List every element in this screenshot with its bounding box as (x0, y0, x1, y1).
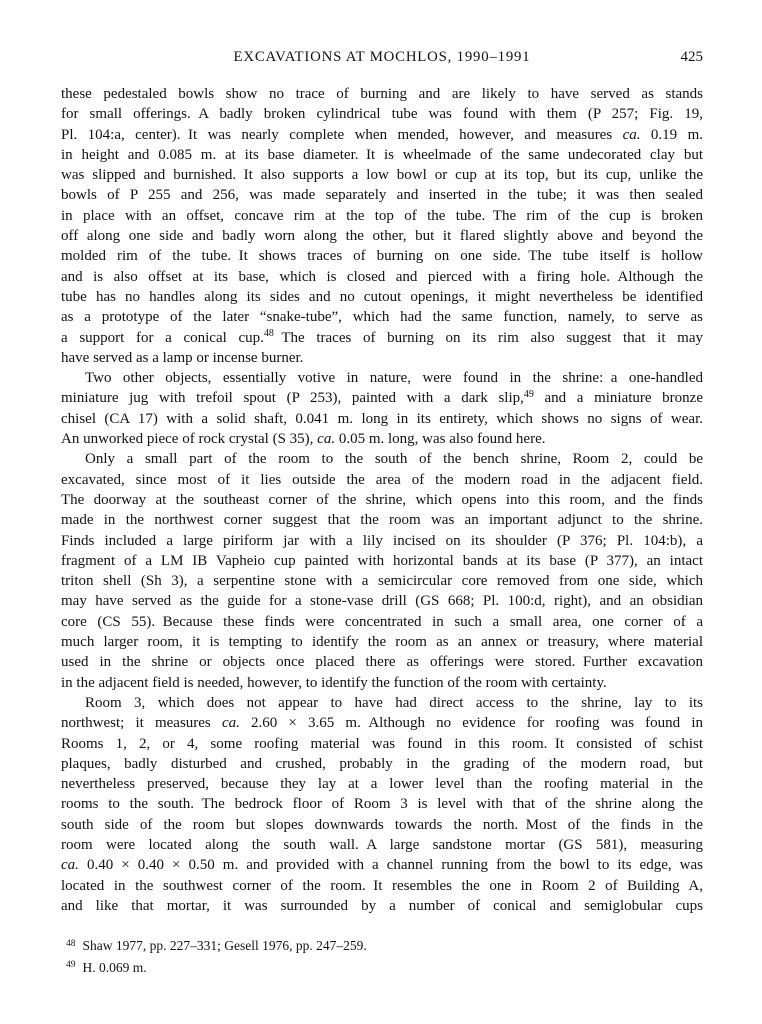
text-line: used in the shrine or objects once placed there as offerings were stored. Further excavation (61, 654, 703, 671)
paragraph (61, 693, 703, 916)
text-line: room were located along the south wall. A large sandstone mortar (GS 581), measuring (61, 836, 703, 853)
italic-text: ca. (61, 857, 79, 874)
text-line: tube has no handles along its sides and no cutout openings, it might nevertheless be identified (61, 288, 703, 305)
text-line: Only a small part of the room to the south of the bench shrine, Room 2, could be (85, 451, 703, 468)
text-line: excavated, since most of it lies outside the area of the modern road in the adjacent field. (61, 471, 703, 488)
text-line: and is also offset at its base, which is closed and pierced with a firing hole. Although the (61, 268, 703, 285)
text-line: a support for a conical cup.$^{48}$ The traces of burning on its rim also suggest that it may (61, 328, 703, 346)
text-line: was slipped and burnished. It also supports a low bowl or cup at its top, but its cup, unlike the (61, 167, 703, 184)
footnotes (61, 935, 703, 978)
text-line: Finds included a large piriform jar with a lily incised on its shoulder (P 376; Pl. 104:b), a (61, 532, 703, 549)
footnote-marker: 49 (66, 960, 76, 971)
paragraph (61, 449, 703, 693)
text-block (61, 84, 703, 916)
footnote-reference: 49 (523, 388, 534, 400)
text-line: off along one side and badly worn along the other, but it flared slightly above and beyond the (61, 228, 703, 245)
text-line: may have served as the guide for a stone-vase drill (GS 668; Pl. 100:d, right), and an obsidian (61, 593, 703, 610)
footnote-marker: 48 (66, 938, 76, 949)
running-title: EXCAVATIONS AT MOCHLOS, 1990–1991 (233, 49, 531, 65)
text-line: have served as a lamp or incense burner. (61, 349, 304, 366)
text-line: bowls of P 255 and 256, was made separately and inserted in the tube; it was then sealed (61, 187, 703, 204)
text-line: fragment of a LM IB Vapheio cup painted with horizontal bands at its base (P 377), an intact (61, 552, 703, 569)
text-line: for small offerings. A badly broken cylindrical tube was found with them (P 257; Fig. 19, (61, 106, 703, 123)
text-line: triton shell (Sh 3), a serpentine stone with a semicircular core removed from one side, which (61, 573, 703, 590)
text-line: Pl. 104:a, center). It was nearly complete when mended, however, and measures ca. 0.19 m. (61, 126, 703, 143)
text-line: nevertheless preserved, because they lay at a lower level than the roofing material in the (61, 776, 703, 793)
text-line: An unworked piece of rock crystal (S 35), ca. 0.05 m. long, was also found here. (61, 431, 546, 448)
text-line: south side of the room but slopes downwards towards the north. Most of the finds in the (61, 816, 703, 833)
text-line: made in the northwest corner suggest that the room was an important adjunct to the shrine. (61, 512, 703, 529)
text-line: Rooms 1, 2, or 4, some roofing material was found in this room. It consisted of schist (61, 735, 703, 752)
text-line: chisel (CA 17) with a solid shaft, 0.041 m. long in its entirety, which shows no signs of wear. (61, 410, 703, 427)
text-line: plaques, badly disturbed and crushed, probably in the grading of the modern road, but (61, 755, 703, 772)
text-line: in the adjacent field is needed, however, to identify the function of the room with certainty. (61, 674, 607, 691)
italic-text: ca. (317, 431, 336, 448)
footnote (61, 935, 703, 957)
text-line: molded rim of the tube. It shows traces of burning on one side. The tube itself is hollow (61, 248, 703, 265)
text-line: Two other objects, essentially votive in nature, were found in the shrine: a one-handled (85, 370, 703, 387)
paragraph (61, 368, 703, 449)
footnote-text: H. 0.069 m. (82, 959, 147, 975)
page-header (61, 49, 703, 67)
text-line: rooms to the south. The bedrock floor of Room 3 is level with that of the shrine along the (61, 796, 703, 813)
text-line: in height and 0.085 m. at its base diameter. It is wheelmade of the same undecorated clay but (61, 146, 703, 163)
text-line: much larger room, it is tempting to identify the room as an annex or treasury, where material (61, 634, 703, 651)
text-line: Room 3, which does not appear to have had direct access to the shrine, lay to its (85, 694, 703, 711)
page-number: 425 (680, 49, 703, 65)
paragraph (61, 84, 703, 368)
text-line: ca. 0.40 × 0.40 × 0.50 m. and provided with a channel running from the bowl to its edge, was (61, 857, 703, 874)
text-line: core (CS 55). Because these finds were concentrated in such a small area, one corner of a (61, 613, 703, 630)
text-line: and like that mortar, it was surrounded by a number of conical and semiglobular cups (61, 897, 703, 914)
text-line: miniature jug with trefoil spout (P 253), painted with a dark slip,$^{49}$ and a miniature bronze (61, 388, 703, 407)
text-line: The doorway at the southeast corner of the shrine, which opens into this room, and the finds (61, 491, 703, 508)
text-line: in place with an offset, concave rim at the top of the tube. The rim of the cup is broken (61, 207, 703, 224)
text-line: located in the southwest corner of the room. It resembles the one in Room 2 of Building A, (61, 877, 703, 894)
footnote (61, 957, 703, 979)
italic-text: ca. (622, 126, 641, 143)
text-line: as a prototype of the later “snake-tube”, which had the same function, namely, to serve as (61, 309, 703, 326)
italic-text: ca. (221, 715, 240, 732)
footnote-reference: 48 (263, 328, 274, 340)
text-line: these pedestaled bowls show no trace of burning and are likely to have served as stands (61, 86, 703, 102)
footnote-text: Shaw 1977, pp. 227–331; Gesell 1976, pp. 247–259. (82, 938, 367, 953)
text-line: northwest; it measures ca. 2.60 × 3.65 m. Although no evidence for roofing was found in (61, 715, 703, 732)
